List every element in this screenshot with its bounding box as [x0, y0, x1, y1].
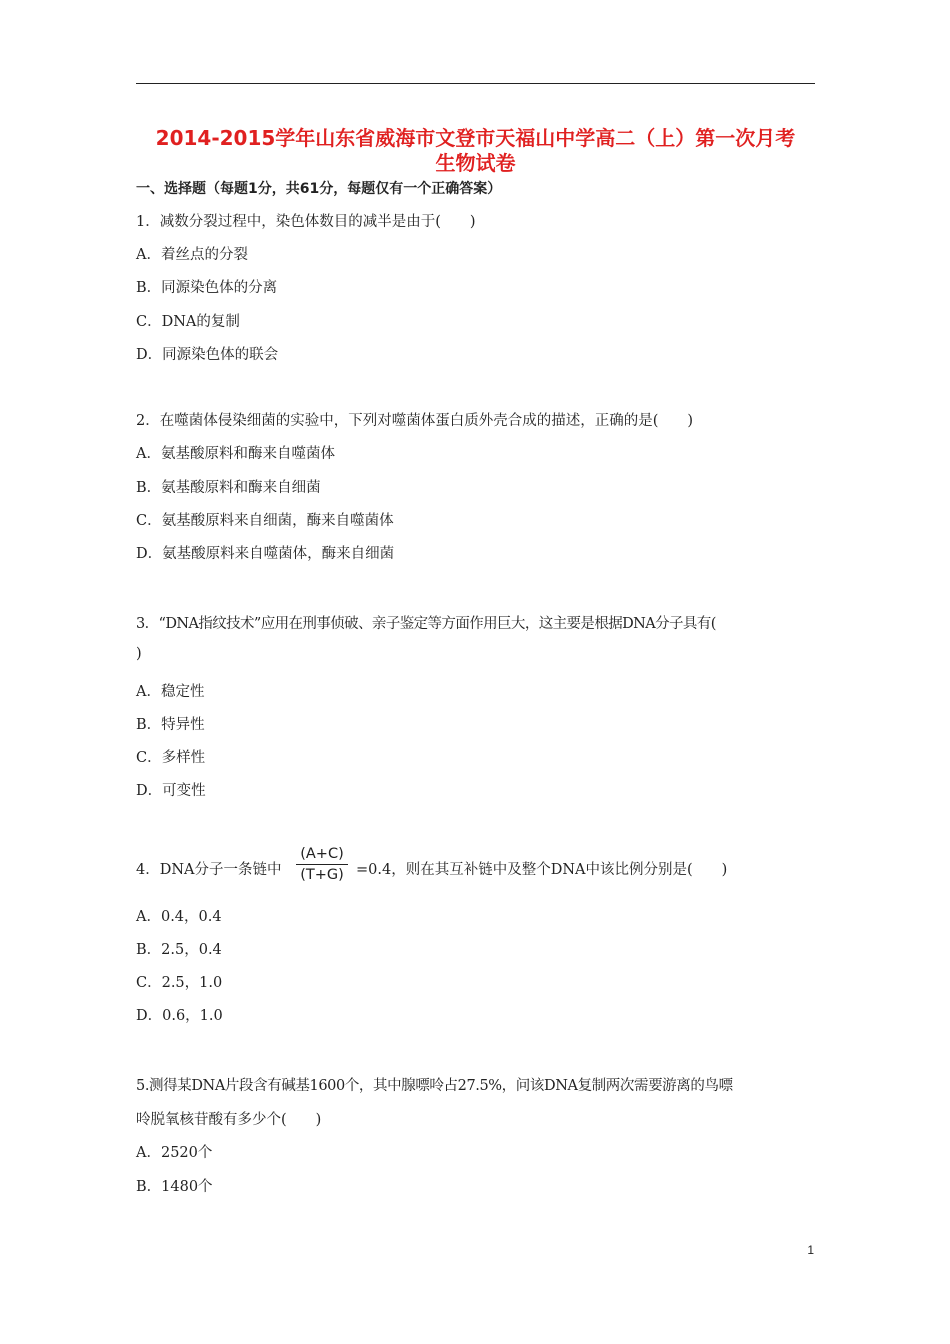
- question-5-stem-line2: 呤脱氧核苷酸有多少个( ): [136, 1112, 322, 1128]
- question-1-option-b: B．同源染色体的分离: [136, 280, 278, 296]
- section-heading: 一、选择题（每题1分，共61分，每题仅有一个正确答案）: [136, 181, 502, 197]
- question-5-stem-line1: 5.测得某DNA片段含有碱基1600个，其中腺嘌呤占27.5%，问该DNA复制两次需要游离的鸟嘌: [136, 1078, 733, 1094]
- question-5-option-a: A．2520个: [136, 1145, 213, 1161]
- question-4-option-b: B．2.5，0.4: [136, 942, 222, 958]
- question-3-option-a: A．稳定性: [136, 684, 205, 700]
- question-3-option-d: D．可变性: [136, 783, 206, 799]
- page-title-line2: 生物试卷: [435, 151, 516, 175]
- question-4-option-a: A．0.4，0.4: [136, 909, 222, 925]
- question-3-stem-line2: ): [136, 646, 142, 662]
- fraction-denominator: (T+G): [300, 867, 344, 883]
- question-4-stem-post: =0.4，则在其互补链中及整个DNA中该比例分别是( ): [356, 862, 728, 878]
- question-3-stem-line1: 3．“DNA指纹技术”应用在刑事侦破、亲子鉴定等方面作用巨大，这主要是根据DNA分子具有(: [136, 616, 716, 632]
- question-4-stem-pre: 4．DNA分子一条链中: [136, 862, 282, 878]
- question-4-option-c: C．2.5，1.0: [136, 975, 223, 991]
- question-2-stem: 2．在噬菌体侵染细菌的实验中，下列对噬菌体蛋白质外壳合成的描述，正确的是( ): [136, 413, 694, 429]
- question-1-option-c: C．DNA的复制: [136, 314, 240, 330]
- question-3-option-b: B．特异性: [136, 717, 205, 733]
- question-3-option-c: C．多样性: [136, 750, 206, 766]
- question-2-option-a: A．氨基酸原料和酶来自噬菌体: [136, 446, 335, 462]
- page-number: 1: [807, 1243, 814, 1257]
- question-1-option-a: A．着丝点的分裂: [136, 247, 248, 263]
- question-5-option-b: B．1480个: [136, 1179, 213, 1195]
- page-title-line1: 2014-2015学年山东省威海市文登市天福山中学高二（上）第一次月考: [155, 126, 796, 150]
- question-2-option-d: D．氨基酸原料来自噬菌体，酶来自细菌: [136, 546, 395, 562]
- question-2-option-c: C．氨基酸原料来自细菌，酶来自噬菌体: [136, 513, 394, 529]
- ratio-fraction: [296, 845, 348, 884]
- fraction-numerator: (A+C): [300, 846, 344, 862]
- question-4-option-d: D．0.6，1.0: [136, 1008, 223, 1024]
- question-1-option-d: D．同源染色体的联会: [136, 347, 279, 363]
- question-2-option-b: B．氨基酸原料和酶来自细菌: [136, 480, 321, 496]
- fraction-bar: [296, 864, 348, 865]
- header-rule: [136, 83, 815, 84]
- question-1-stem: 1．减数分裂过程中，染色体数目的减半是由于( ): [136, 214, 476, 230]
